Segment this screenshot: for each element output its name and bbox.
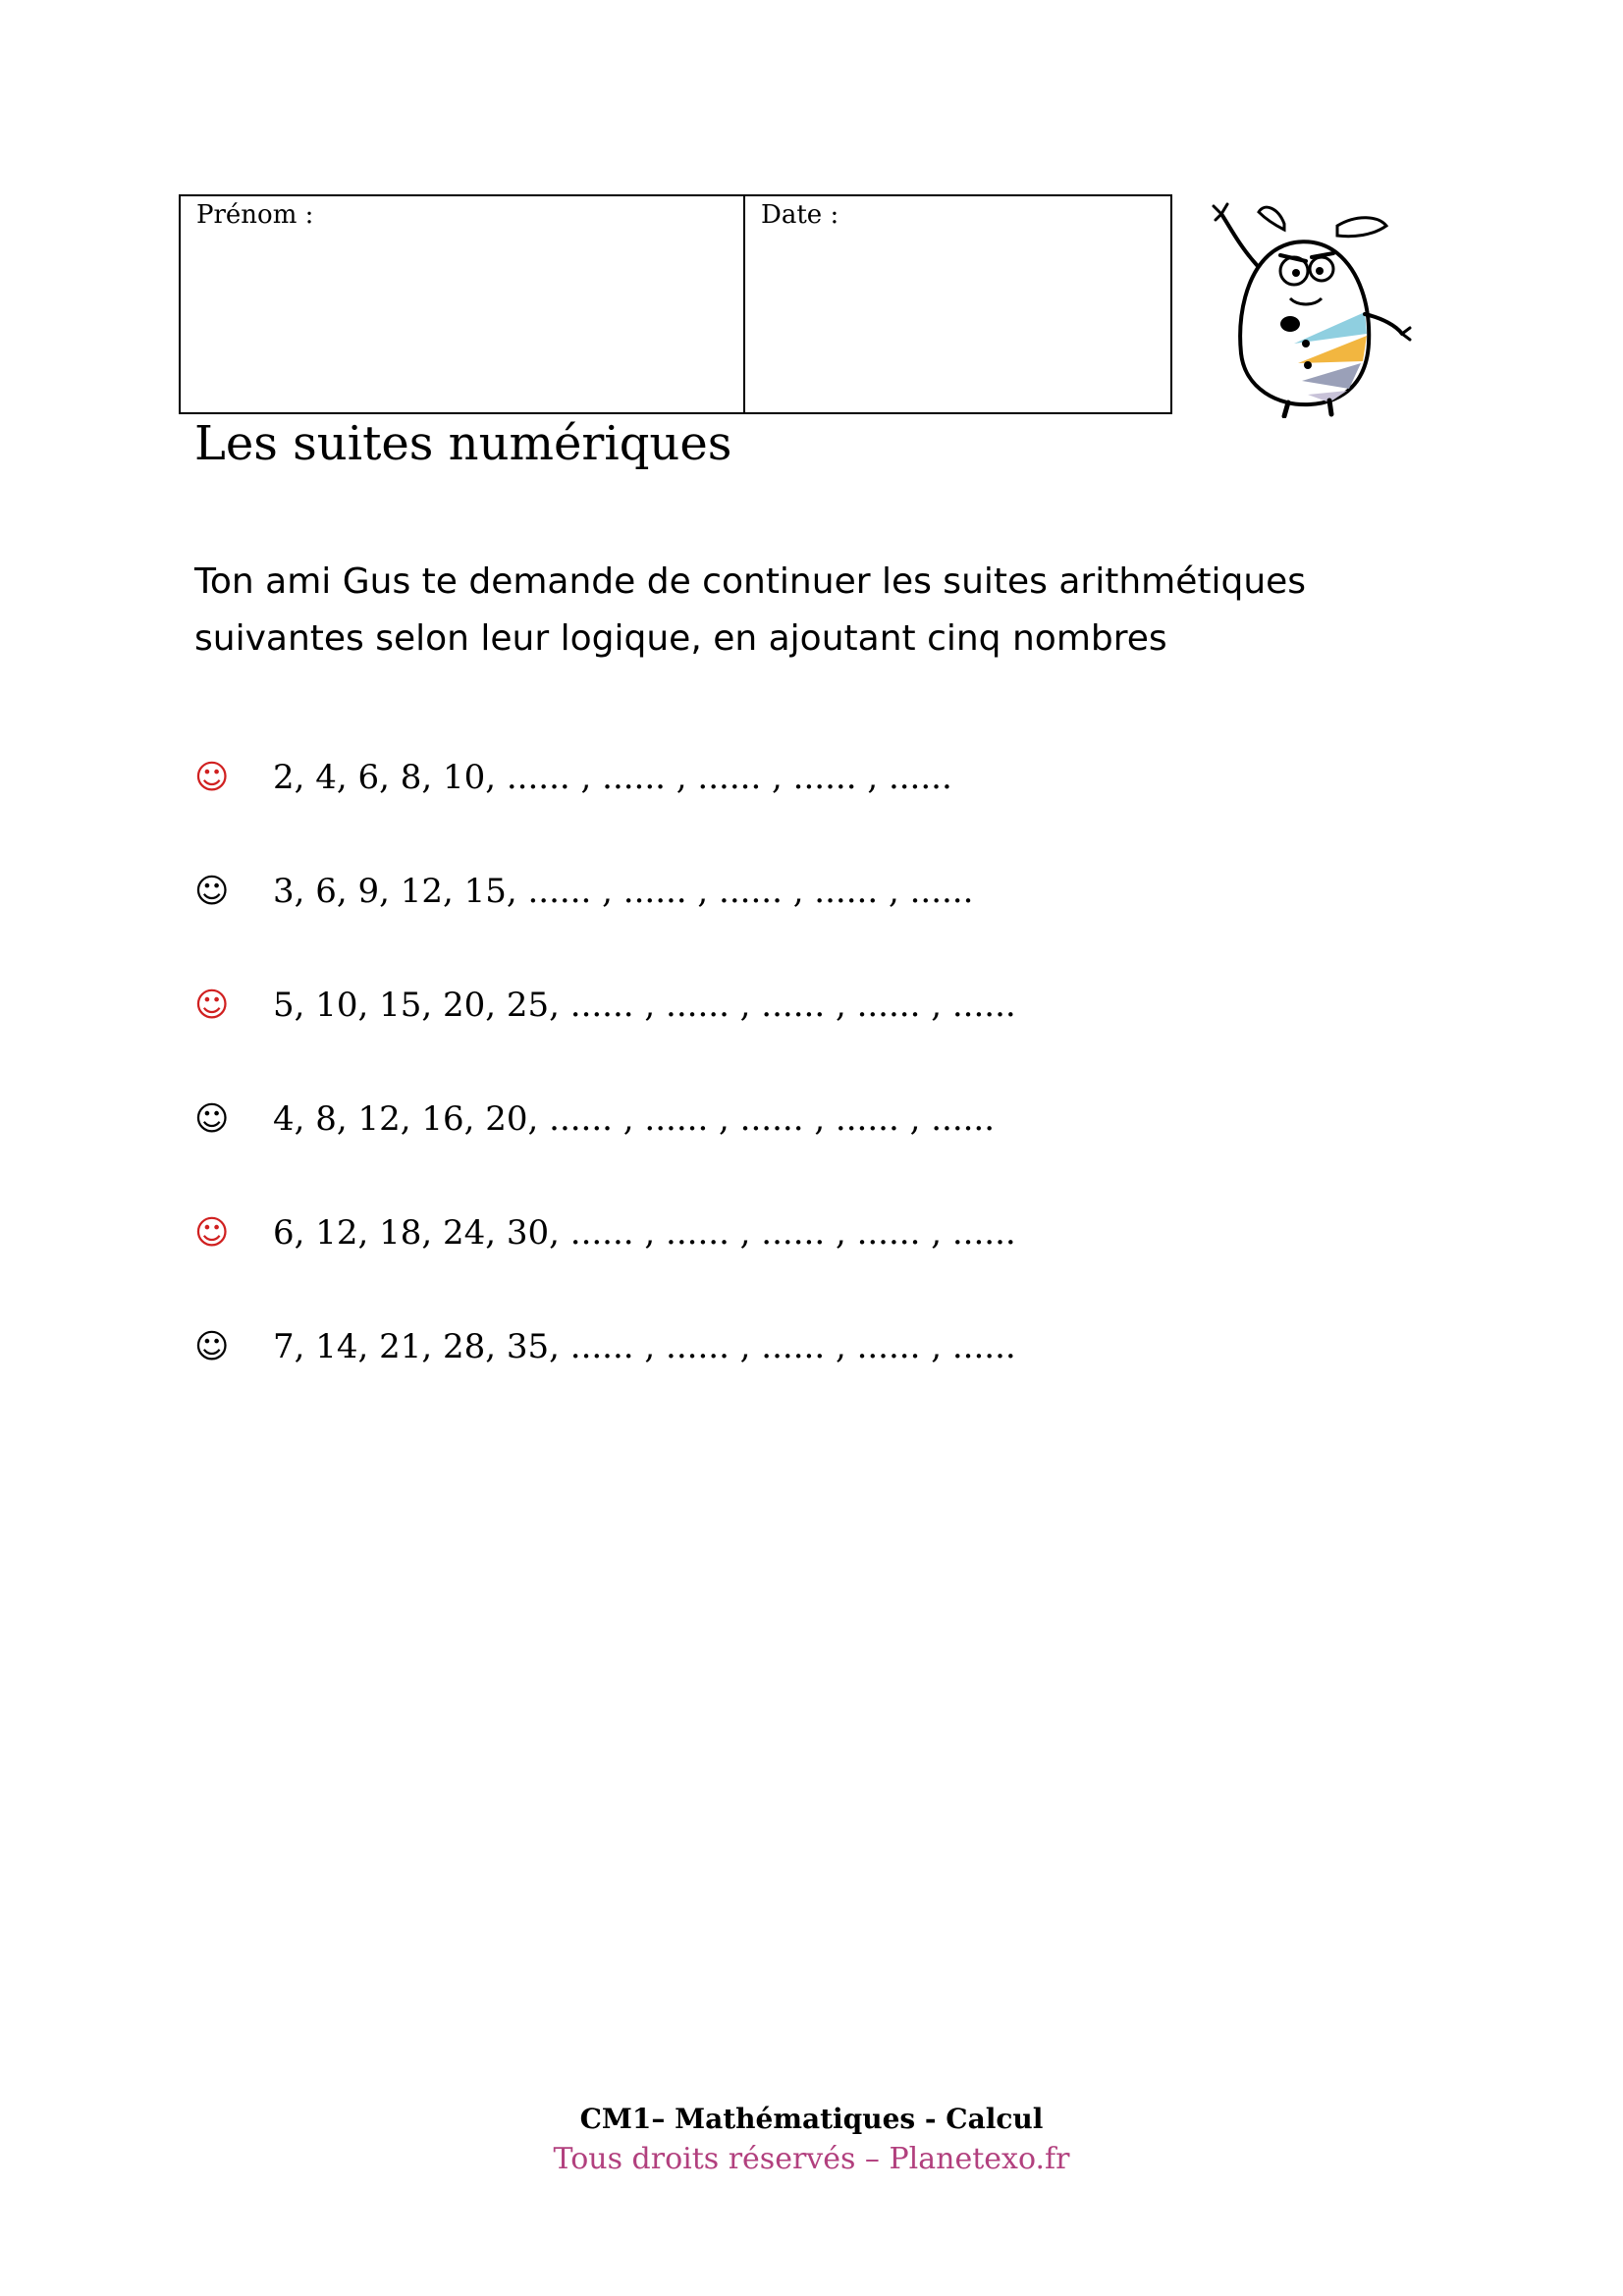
- sequence-list: [194, 758, 1016, 1441]
- sequence-text[interactable]: 3, 6, 9, 12, 15, ...... , ...... , ...... , ...... , ......: [273, 872, 974, 911]
- sequence-text[interactable]: 2, 4, 6, 8, 10, ...... , ...... , ...... , ...... , ......: [273, 758, 952, 797]
- sequence-item: [194, 1327, 1016, 1441]
- sequence-item: [194, 1213, 1016, 1327]
- footer-course: CM1– Mathématiques - Calcul: [579, 2103, 1044, 2135]
- name-date-table: [179, 194, 1172, 414]
- instructions: [194, 554, 1422, 667]
- smiley-icon: ☺: [194, 872, 230, 911]
- sequence-item: [194, 1099, 1016, 1213]
- sequence-text[interactable]: 4, 8, 12, 16, 20, ...... , ...... , ...... , ...... , ......: [273, 1099, 996, 1139]
- sequence-item: [194, 872, 1016, 986]
- prenom-label: Prénom :: [196, 200, 314, 230]
- sheep-mascot-icon: [1200, 196, 1414, 418]
- smiley-icon: ☺: [194, 758, 230, 797]
- sequence-text[interactable]: 6, 12, 18, 24, 30, ...... , ...... , ...... , ...... , ......: [273, 1213, 1016, 1253]
- footer-copyright: Tous droits réservés – Planetexo.fr: [553, 2142, 1070, 2176]
- smiley-icon: ☺: [194, 1327, 230, 1366]
- instructions-line-2: suivantes selon leur logique, en ajoutant cinq nombres: [194, 618, 1167, 659]
- smiley-icon: ☺: [194, 1099, 230, 1139]
- sequence-item: [194, 986, 1016, 1099]
- sequence-item: [194, 758, 1016, 872]
- sequence-text[interactable]: 7, 14, 21, 28, 35, ...... , ...... , ...... , ...... , ......: [273, 1327, 1016, 1366]
- date-field[interactable]: [745, 196, 1170, 412]
- date-label: Date :: [761, 200, 839, 230]
- page-title: Les suites numériques: [194, 416, 732, 471]
- sequence-text[interactable]: 5, 10, 15, 20, 25, ...... , ...... , ...... , ...... , ......: [273, 986, 1016, 1025]
- smiley-icon: ☺: [194, 986, 230, 1025]
- prenom-field[interactable]: [181, 196, 745, 412]
- smiley-icon: ☺: [194, 1213, 230, 1253]
- instructions-line-1: Ton ami Gus te demande de continuer les suites arithmétiques: [194, 561, 1307, 602]
